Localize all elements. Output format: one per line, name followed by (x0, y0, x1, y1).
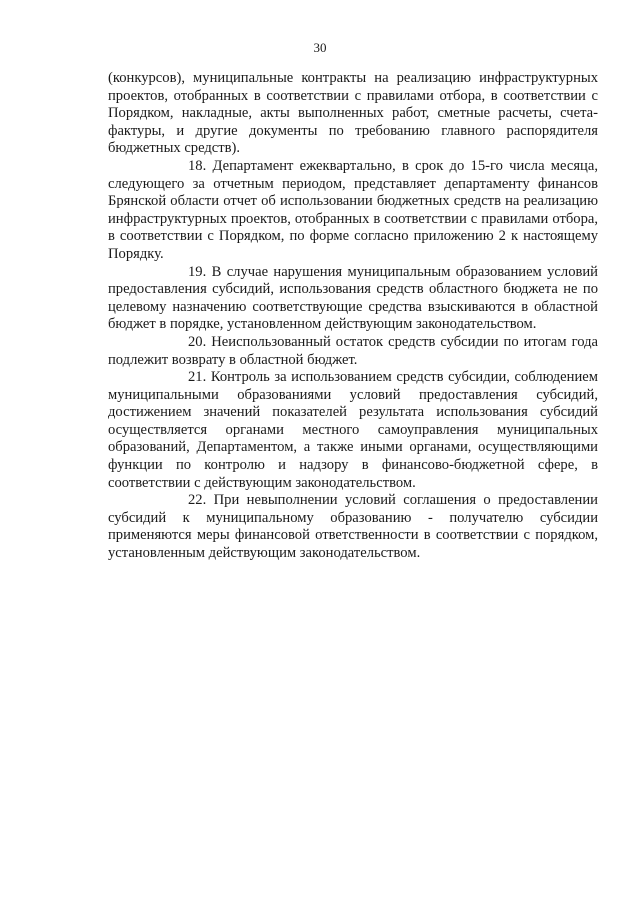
paragraph-number: 22. (188, 492, 207, 509)
paragraph-18 (108, 158, 598, 264)
paragraph-19 (108, 264, 598, 334)
paragraph-text: (конкурсов), муниципальные контракты на реализацию инфраструктурных проектов, отобранных в соответствии с правилами отбора, в соответствии с Порядком, накладные, акты выполненных работ, сметные расчеты, счета-фактуры, и другие документы по требованию главного распорядителя бюджетных средств). (108, 70, 598, 157)
paragraph-number: 21. (188, 369, 207, 386)
paragraph-21 (108, 369, 598, 492)
paragraph-number: 20. (188, 333, 207, 350)
paragraph-number: 19. (188, 263, 207, 280)
paragraph-text: Контроль за использованием средств субсидии, соблюдением муниципальными образованиями условий предоставления субсидий, достижением значений показателей результата использования субсидий осуществляется органами местного самоуправления муниципальных образований, Департаментом, а также иными органами, осуществляющими функции по контролю и надзору в финансово-бюджетной сфере, в соответствии с действующим законодательством. (108, 369, 598, 491)
paragraph-text: При невыполнении условий соглашения о предоставлении субсидий к муниципальному образованию - получателю субсидии применяются меры финансовой ответственности в соответствии с порядком, установленным действующим законодательством. (108, 492, 598, 562)
paragraph-22 (108, 492, 598, 562)
document-body (108, 70, 598, 563)
paragraph-text: Неиспользованный остаток средств субсидии по итогам года подлежит возврату в областной бюджет. (108, 333, 598, 368)
paragraph-continuation (108, 70, 598, 158)
paragraph-number: 18. (188, 157, 207, 174)
paragraph-text: Департамент ежеквартально, в срок до 15-го числа месяца, следующего за отчетным периодом, представляет департаменту финансов Брянской области отчет об использовании бюджетных средств на реализацию инфраструктурных проектов, отобранных в соответствии с правилами отбора, в соответствии с Порядком, по форме согласно приложению 2 к настоящему Порядку. (108, 157, 598, 262)
page-number: 30 (313, 40, 327, 55)
paragraph-text: В случае нарушения муниципальным образованием условий предоставления субсидий, использования средств областного бюджета не по целевому назначению соответствующие средства взыскиваются в областной бюджет в порядке, установленном действующим законодательством. (108, 263, 598, 333)
paragraph-20 (108, 334, 598, 369)
